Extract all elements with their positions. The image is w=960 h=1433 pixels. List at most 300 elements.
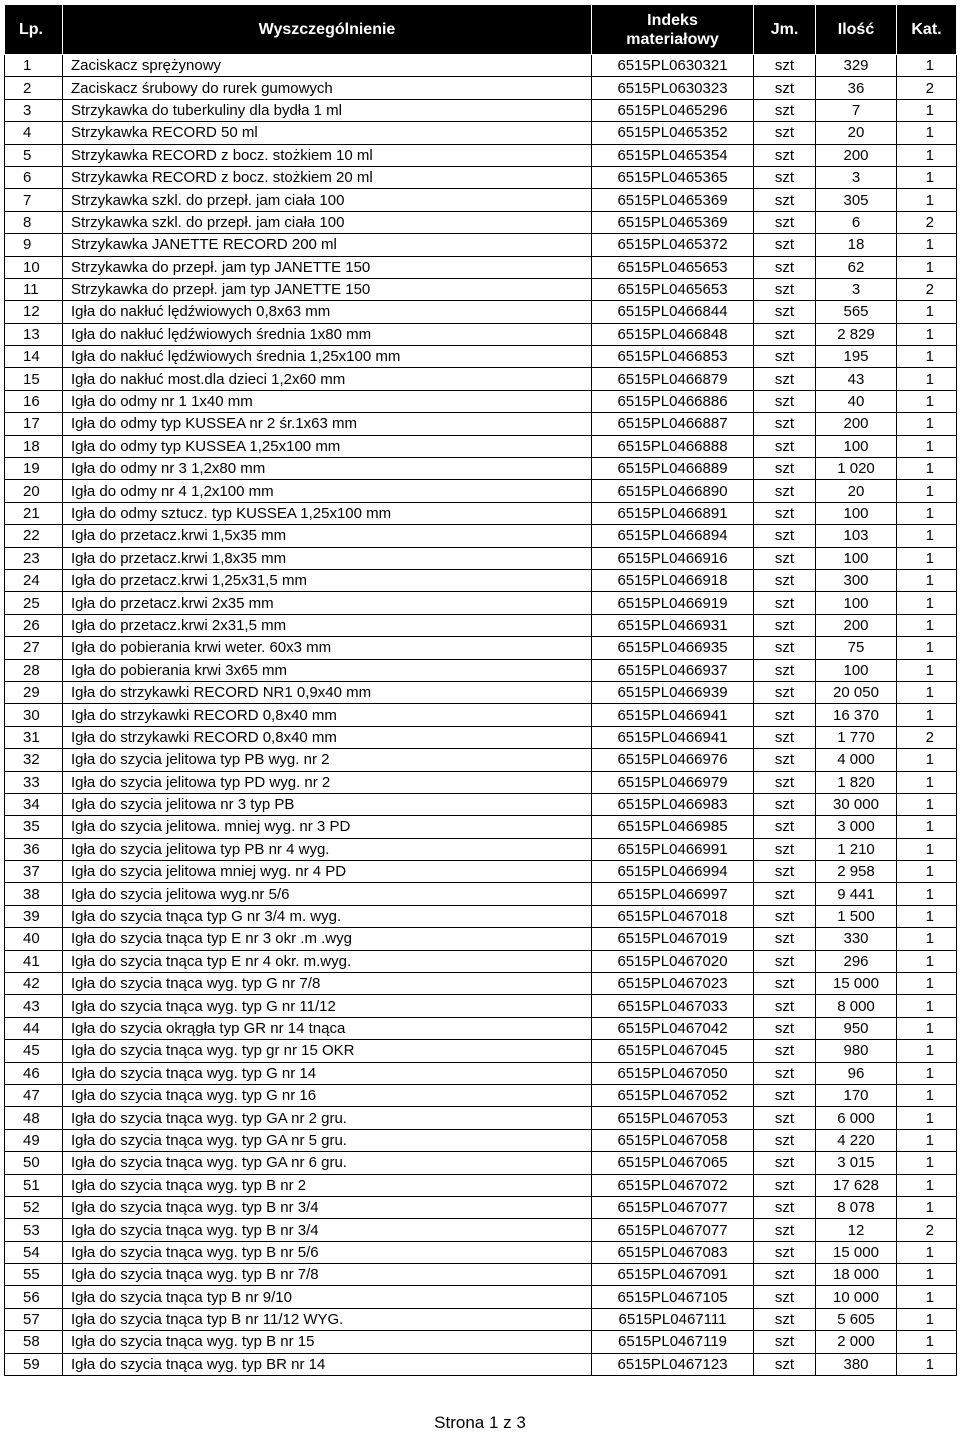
row-unit: szt [754,480,816,502]
row-qty: 3 [816,166,897,188]
row-cat: 1 [897,1062,957,1084]
row-qty: 2 958 [816,861,897,883]
row-lp: 33 [5,771,63,793]
table-row [5,346,957,368]
document-page [4,4,956,1376]
row-cat: 1 [897,1017,957,1039]
row-cat: 1 [897,749,957,771]
row-lp: 58 [5,1331,63,1353]
row-qty: 9 441 [816,883,897,905]
row-qty: 17 628 [816,1174,897,1196]
row-name: Strzykawka do tuberkuliny dla bydła 1 ml [63,99,592,121]
row-lp: 15 [5,368,63,390]
row-name: Igła do pobierania krwi weter. 60x3 mm [63,637,592,659]
row-unit: szt [754,278,816,300]
table-row [5,1017,957,1039]
row-cat: 1 [897,1264,957,1286]
row-unit: szt [754,413,816,435]
row-unit: szt [754,1152,816,1174]
row-lp: 38 [5,883,63,905]
row-qty: 200 [816,614,897,636]
row-index: 6515PL0466985 [592,816,754,838]
row-index: 6515PL0467052 [592,1084,754,1106]
row-unit: szt [754,995,816,1017]
table-row [5,905,957,927]
row-index: 6515PL0467033 [592,995,754,1017]
row-index: 6515PL0467023 [592,973,754,995]
row-cat: 1 [897,390,957,412]
row-qty: 10 000 [816,1286,897,1308]
row-name: Igła do odmy nr 1 1x40 mm [63,390,592,412]
row-qty: 100 [816,659,897,681]
header-cat: Kat. [897,5,957,55]
row-cat: 1 [897,122,957,144]
row-lp: 42 [5,973,63,995]
row-lp: 25 [5,592,63,614]
table-row [5,838,957,860]
row-lp: 59 [5,1353,63,1375]
row-qty: 15 000 [816,1241,897,1263]
row-cat: 1 [897,301,957,323]
row-qty: 40 [816,390,897,412]
row-cat: 1 [897,1152,957,1174]
row-qty: 100 [816,547,897,569]
header-name: Wyszczególnienie [63,5,592,55]
table-row [5,278,957,300]
row-lp: 49 [5,1129,63,1151]
row-name: Igła do szycia tnąca wyg. typ G nr 7/8 [63,973,592,995]
row-unit: szt [754,1017,816,1039]
row-lp: 17 [5,413,63,435]
row-name: Strzykawka do przepł. jam typ JANETTE 150 [63,256,592,278]
row-unit: szt [754,77,816,99]
row-name: Igła do nakłuć lędźwiowych średnia 1x80 mm [63,323,592,345]
row-index: 6515PL0466916 [592,547,754,569]
row-name: Igła do szycia tnąca wyg. typ B nr 3/4 [63,1196,592,1218]
row-cat: 1 [897,1353,957,1375]
row-name: Igła do szycia tnąca typ E nr 4 okr. m.wyg. [63,950,592,972]
row-qty: 18 [816,234,897,256]
row-unit: szt [754,614,816,636]
row-index: 6515PL0466918 [592,569,754,591]
row-unit: szt [754,1107,816,1129]
row-lp: 45 [5,1040,63,1062]
row-index: 6515PL0466937 [592,659,754,681]
row-index: 6515PL0466889 [592,458,754,480]
row-unit: szt [754,659,816,681]
row-name: Igła do strzykawki RECORD 0,8x40 mm [63,726,592,748]
row-unit: szt [754,1241,816,1263]
row-cat: 1 [897,99,957,121]
row-name: Igła do szycia tnąca wyg. typ GA nr 2 gru. [63,1107,592,1129]
row-index: 6515PL0466931 [592,614,754,636]
row-name: Igła do pobierania krwi 3x65 mm [63,659,592,681]
row-index: 6515PL0467018 [592,905,754,927]
row-unit: szt [754,525,816,547]
table-row [5,234,957,256]
table-row [5,256,957,278]
table-row [5,413,957,435]
row-cat: 1 [897,346,957,368]
row-name: Igła do szycia tnąca wyg. typ B nr 15 [63,1331,592,1353]
row-index: 6515PL0466894 [592,525,754,547]
row-name: Igła do szycia tnąca wyg. typ G nr 11/12 [63,995,592,1017]
table-row [5,973,957,995]
row-unit: szt [754,726,816,748]
row-qty: 8 000 [816,995,897,1017]
row-lp: 32 [5,749,63,771]
row-cat: 1 [897,1084,957,1106]
row-qty: 170 [816,1084,897,1106]
row-index: 6515PL0466941 [592,704,754,726]
row-index: 6515PL0466890 [592,480,754,502]
row-lp: 36 [5,838,63,860]
row-cat: 1 [897,1331,957,1353]
row-lp: 5 [5,144,63,166]
row-name: Igła do szycia okrągła typ GR nr 14 tnąca [63,1017,592,1039]
header-index-line2: materiałowy [626,30,719,48]
row-index: 6515PL0467058 [592,1129,754,1151]
row-index: 6515PL0466886 [592,390,754,412]
row-cat: 1 [897,525,957,547]
row-index: 6515PL0467123 [592,1353,754,1375]
row-name: Igła do szycia tnąca typ G nr 3/4 m. wyg. [63,905,592,927]
row-index: 6515PL0465653 [592,256,754,278]
materials-table [4,4,957,1376]
row-index: 6515PL0466935 [592,637,754,659]
row-cat: 1 [897,569,957,591]
row-index: 6515PL0467119 [592,1331,754,1353]
row-index: 6515PL0465372 [592,234,754,256]
row-name: Zaciskacz sprężynowy [63,55,592,77]
row-index: 6515PL0466994 [592,861,754,883]
row-cat: 1 [897,614,957,636]
row-qty: 195 [816,346,897,368]
row-cat: 1 [897,838,957,860]
table-row [5,301,957,323]
row-cat: 1 [897,1174,957,1196]
row-index: 6515PL0465352 [592,122,754,144]
table-row [5,435,957,457]
table-row [5,749,957,771]
table-row [5,681,957,703]
row-name: Igła do nakłuć lędźwiowych średnia 1,25x100 mm [63,346,592,368]
page-number: Strona 1 z 3 [434,1413,526,1432]
row-name: Igła do szycia tnąca wyg. typ G nr 14 [63,1062,592,1084]
row-index: 6515PL0465296 [592,99,754,121]
row-lp: 43 [5,995,63,1017]
row-qty: 950 [816,1017,897,1039]
row-qty: 200 [816,144,897,166]
table-row [5,1040,957,1062]
row-index: 6515PL0630323 [592,77,754,99]
table-row [5,1219,957,1241]
table-row [5,1331,957,1353]
row-unit: szt [754,1129,816,1151]
row-unit: szt [754,458,816,480]
row-index: 6515PL0467019 [592,928,754,950]
row-index: 6515PL0466879 [592,368,754,390]
row-qty: 30 000 [816,793,897,815]
row-lp: 16 [5,390,63,412]
row-name: Igła do szycia tnąca wyg. typ B nr 2 [63,1174,592,1196]
header-index-line1: Indeks [647,11,698,29]
row-name: Igła do szycia tnąca wyg. typ B nr 7/8 [63,1264,592,1286]
table-row [5,1107,957,1129]
row-qty: 12 [816,1219,897,1241]
row-unit: szt [754,1174,816,1196]
row-name: Igła do szycia tnąca typ B nr 11/12 WYG. [63,1308,592,1330]
row-unit: szt [754,950,816,972]
row-index: 6515PL0466848 [592,323,754,345]
table-row [5,614,957,636]
header-index [592,5,754,55]
row-unit: szt [754,1331,816,1353]
row-qty: 1 210 [816,838,897,860]
row-qty: 565 [816,301,897,323]
table-row [5,569,957,591]
row-index: 6515PL0466891 [592,502,754,524]
row-name: Igła do odmy typ KUSSEA nr 2 śr.1x63 mm [63,413,592,435]
row-unit: szt [754,1308,816,1330]
row-qty: 20 [816,122,897,144]
row-qty: 1 500 [816,905,897,927]
row-lp: 28 [5,659,63,681]
row-name: Igła do przetacz.krwi 2x31,5 mm [63,614,592,636]
row-unit: szt [754,301,816,323]
row-index: 6515PL0466997 [592,883,754,905]
row-unit: szt [754,547,816,569]
row-cat: 1 [897,928,957,950]
row-cat: 1 [897,502,957,524]
row-unit: szt [754,256,816,278]
row-qty: 380 [816,1353,897,1375]
row-name: Igła do szycia tnąca wyg. typ B nr 5/6 [63,1241,592,1263]
table-row [5,726,957,748]
row-cat: 1 [897,681,957,703]
row-name: Igła do przetacz.krwi 2x35 mm [63,592,592,614]
row-index: 6515PL0467111 [592,1308,754,1330]
row-lp: 22 [5,525,63,547]
row-cat: 1 [897,905,957,927]
table-row [5,122,957,144]
row-qty: 330 [816,928,897,950]
row-index: 6515PL0466853 [592,346,754,368]
row-name: Igła do odmy sztucz. typ KUSSEA 1,25x100 mm [63,502,592,524]
row-lp: 44 [5,1017,63,1039]
row-lp: 9 [5,234,63,256]
row-lp: 20 [5,480,63,502]
row-index: 6515PL0465365 [592,166,754,188]
row-name: Igła do odmy typ KUSSEA 1,25x100 mm [63,435,592,457]
row-qty: 1 020 [816,458,897,480]
table-row [5,928,957,950]
table-row [5,480,957,502]
row-qty: 100 [816,592,897,614]
row-name: Igła do szycia tnąca wyg. typ B nr 3/4 [63,1219,592,1241]
row-index: 6515PL0466844 [592,301,754,323]
row-index: 6515PL0466939 [592,681,754,703]
row-cat: 1 [897,55,957,77]
row-unit: szt [754,816,816,838]
row-cat: 1 [897,1040,957,1062]
row-name: Igła do przetacz.krwi 1,8x35 mm [63,547,592,569]
row-index: 6515PL0466979 [592,771,754,793]
table-row [5,144,957,166]
row-lp: 4 [5,122,63,144]
row-unit: szt [754,99,816,121]
row-lp: 54 [5,1241,63,1263]
row-index: 6515PL0467042 [592,1017,754,1039]
row-lp: 7 [5,189,63,211]
row-cat: 2 [897,726,957,748]
row-name: Igła do szycia jelitowa. mniej wyg. nr 3 PD [63,816,592,838]
row-name: Igła do szycia tnąca wyg. typ gr nr 15 OKR [63,1040,592,1062]
row-lp: 26 [5,614,63,636]
row-cat: 1 [897,413,957,435]
row-qty: 6 000 [816,1107,897,1129]
row-cat: 1 [897,592,957,614]
row-lp: 40 [5,928,63,950]
row-lp: 24 [5,569,63,591]
row-unit: szt [754,234,816,256]
row-index: 6515PL0466887 [592,413,754,435]
row-lp: 6 [5,166,63,188]
row-qty: 36 [816,77,897,99]
table-row [5,390,957,412]
row-unit: szt [754,211,816,233]
row-lp: 8 [5,211,63,233]
row-index: 6515PL0465369 [592,189,754,211]
row-index: 6515PL0630321 [592,55,754,77]
row-qty: 96 [816,1062,897,1084]
row-cat: 1 [897,995,957,1017]
table-body [5,55,957,1376]
table-row [5,1152,957,1174]
row-lp: 46 [5,1062,63,1084]
row-qty: 18 000 [816,1264,897,1286]
row-cat: 2 [897,77,957,99]
row-unit: szt [754,883,816,905]
row-unit: szt [754,390,816,412]
row-lp: 13 [5,323,63,345]
row-index: 6515PL0466991 [592,838,754,860]
row-lp: 23 [5,547,63,569]
row-qty: 5 605 [816,1308,897,1330]
row-qty: 329 [816,55,897,77]
table-row [5,458,957,480]
row-name: Igła do szycia tnąca wyg. typ GA nr 6 gru. [63,1152,592,1174]
table-row [5,55,957,77]
table-row [5,525,957,547]
row-index: 6515PL0467065 [592,1152,754,1174]
row-cat: 1 [897,771,957,793]
row-name: Igła do szycia jelitowa typ PD wyg. nr 2 [63,771,592,793]
table-row [5,1174,957,1196]
header-lp: Lp. [5,5,63,55]
row-cat: 1 [897,435,957,457]
row-qty: 43 [816,368,897,390]
row-unit: szt [754,435,816,457]
row-unit: szt [754,749,816,771]
row-lp: 57 [5,1308,63,1330]
header-qty: Ilość [816,5,897,55]
table-row [5,1084,957,1106]
row-lp: 12 [5,301,63,323]
row-cat: 1 [897,458,957,480]
row-name: Strzykawka do przepł. jam typ JANETTE 150 [63,278,592,300]
row-qty: 62 [816,256,897,278]
row-unit: szt [754,323,816,345]
row-unit: szt [754,346,816,368]
row-qty: 3 000 [816,816,897,838]
row-lp: 1 [5,55,63,77]
table-row [5,1353,957,1375]
row-qty: 3 015 [816,1152,897,1174]
row-qty: 296 [816,950,897,972]
table-row [5,323,957,345]
header-row [5,5,957,55]
row-lp: 29 [5,681,63,703]
row-index: 6515PL0466976 [592,749,754,771]
row-name: Strzykawka szkl. do przepł. jam ciała 100 [63,189,592,211]
row-lp: 14 [5,346,63,368]
row-qty: 16 370 [816,704,897,726]
table-row [5,659,957,681]
row-name: Igła do szycia jelitowa nr 3 typ PB [63,793,592,815]
row-unit: szt [754,189,816,211]
table-row [5,166,957,188]
row-name: Igła do strzykawki RECORD NR1 0,9x40 mm [63,681,592,703]
table-row [5,1308,957,1330]
row-cat: 1 [897,1241,957,1263]
row-cat: 1 [897,166,957,188]
row-unit: szt [754,569,816,591]
table-row [5,592,957,614]
row-lp: 34 [5,793,63,815]
row-name: Igła do szycia tnąca typ B nr 9/10 [63,1286,592,1308]
row-cat: 2 [897,211,957,233]
row-index: 6515PL0465354 [592,144,754,166]
table-row [5,99,957,121]
row-unit: szt [754,1219,816,1241]
row-index: 6515PL0466983 [592,793,754,815]
table-row [5,816,957,838]
row-lp: 30 [5,704,63,726]
row-unit: szt [754,55,816,77]
row-qty: 8 078 [816,1196,897,1218]
row-name: Igła do szycia jelitowa wyg.nr 5/6 [63,883,592,905]
row-index: 6515PL0467091 [592,1264,754,1286]
row-lp: 39 [5,905,63,927]
row-unit: szt [754,973,816,995]
row-unit: szt [754,1196,816,1218]
table-row [5,883,957,905]
row-name: Igła do strzykawki RECORD 0,8x40 mm [63,704,592,726]
table-row [5,1264,957,1286]
row-qty: 20 050 [816,681,897,703]
table-row [5,77,957,99]
row-qty: 2 829 [816,323,897,345]
table-row [5,793,957,815]
row-unit: szt [754,1040,816,1062]
row-qty: 200 [816,413,897,435]
row-lp: 47 [5,1084,63,1106]
row-unit: szt [754,793,816,815]
row-index: 6515PL0466919 [592,592,754,614]
row-lp: 56 [5,1286,63,1308]
table-row [5,1241,957,1263]
